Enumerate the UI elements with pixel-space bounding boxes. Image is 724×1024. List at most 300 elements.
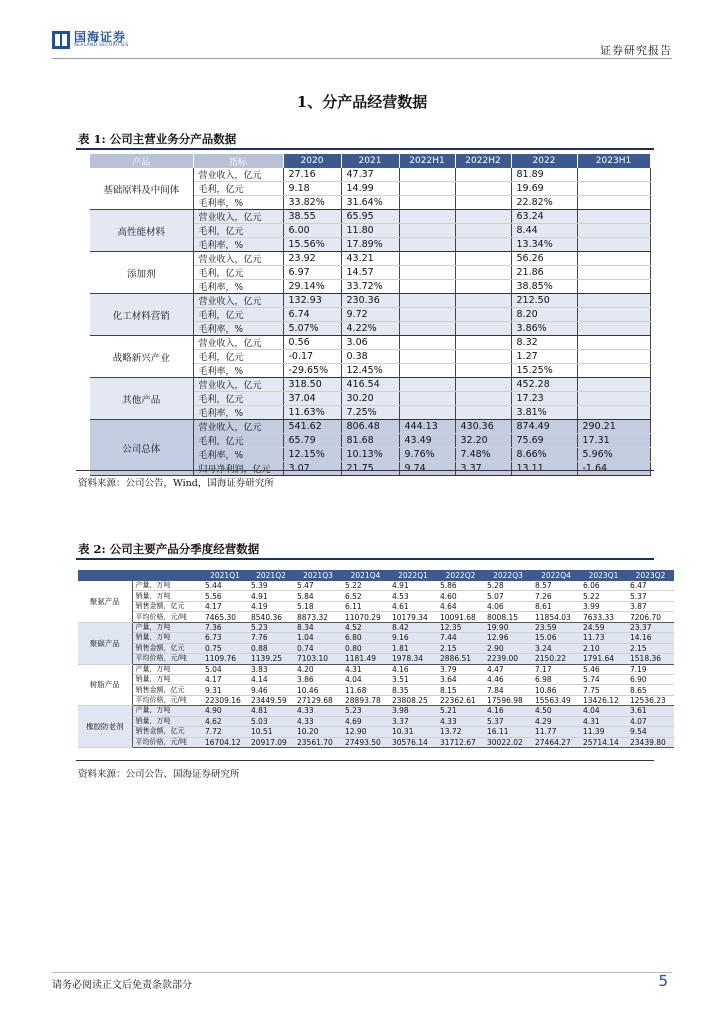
table2-column-header: 2022Q1: [389, 570, 437, 581]
table-cell: 9.16: [389, 633, 437, 643]
table-cell: 10.46: [294, 685, 342, 695]
table-row: [78, 737, 674, 747]
table2-product-group: [78, 664, 674, 706]
table-cell: 1109.76: [202, 654, 248, 664]
indicator-label: 销量，万吨: [132, 591, 202, 601]
table-cell: 7465.30: [202, 612, 248, 622]
table-cell: 5.39: [248, 581, 294, 591]
table-row: [78, 622, 674, 632]
indicator-label: 毛利率，%: [193, 322, 283, 336]
table-cell: 9.72: [341, 308, 399, 322]
company-logo: [52, 31, 129, 49]
table2-column-header: [78, 570, 132, 581]
table-cell: [455, 196, 511, 210]
table-cell: 10.13%: [341, 448, 399, 462]
table-row: [90, 420, 650, 434]
table-cell: 5.84: [294, 591, 342, 601]
table-cell: 23.59: [532, 622, 580, 632]
table-cell: 5.23: [342, 706, 389, 716]
indicator-label: 营业收入，亿元: [193, 168, 283, 182]
table-cell: 4.33: [294, 716, 342, 726]
table-cell: 65.95: [341, 210, 399, 224]
table-cell: 38.85%: [511, 280, 577, 294]
table-cell: 7.25%: [341, 406, 399, 420]
table-cell: 4.90: [202, 706, 248, 716]
table-cell: 14.16: [627, 633, 674, 643]
table-cell: 2150.22: [532, 654, 580, 664]
table-cell: 3.86%: [511, 322, 577, 336]
table-cell: [577, 364, 650, 378]
table-cell: 2.90: [484, 643, 532, 653]
table-cell: 5.37: [627, 591, 674, 601]
table-cell: 4.81: [248, 706, 294, 716]
table-cell: 7633.33: [580, 612, 627, 622]
table-cell: 1978.34: [389, 654, 437, 664]
table-cell: [455, 378, 511, 392]
table-cell: 4.64: [437, 601, 484, 611]
table-cell: 8.35: [389, 685, 437, 695]
table-cell: 8.61: [532, 601, 580, 611]
table-cell: [455, 406, 511, 420]
table-cell: 3.64: [437, 674, 484, 684]
disclaimer-note: 请务必阅读正文后免责条款部分: [52, 980, 192, 991]
table-cell: 30022.02: [484, 737, 532, 747]
table-cell: 541.62: [283, 420, 341, 434]
table2-bottom-rule: [76, 760, 654, 761]
table-row: [78, 664, 674, 674]
table-cell: 8.15: [437, 685, 484, 695]
footer-divider: [52, 972, 672, 973]
table-row: [78, 706, 674, 716]
table-cell: [577, 168, 650, 182]
table-cell: 14.57: [341, 266, 399, 280]
indicator-label: 毛利率，%: [193, 280, 283, 294]
table1-product-group: [90, 336, 650, 378]
table-cell: 11.73: [580, 633, 627, 643]
table-cell: [455, 364, 511, 378]
product-name: 公司总体: [90, 420, 193, 476]
table-cell: [577, 224, 650, 238]
table-cell: 5.74: [580, 674, 627, 684]
table-cell: 7.19: [627, 664, 674, 674]
table-cell: 2.15: [437, 643, 484, 653]
table-row: [90, 168, 650, 182]
table2-top-rule: [76, 558, 654, 560]
table-cell: 5.96%: [577, 448, 650, 462]
indicator-label: 营业收入，亿元: [193, 420, 283, 434]
indicator-label: 销售金额，亿元: [132, 685, 202, 695]
table-cell: [399, 266, 455, 280]
table1-top-rule: [76, 148, 654, 150]
table-cell: 7.26: [532, 591, 580, 601]
table-cell: 3.37: [455, 462, 511, 476]
table-cell: 2886.51: [437, 654, 484, 664]
table-cell: 1.81: [389, 643, 437, 653]
table-cell: 31712.67: [437, 737, 484, 747]
table-cell: 2.15: [627, 643, 674, 653]
table1-bottom-rule: [76, 470, 654, 471]
indicator-label: 毛利率，%: [193, 406, 283, 420]
table-cell: 6.97: [283, 266, 341, 280]
table-cell: [399, 378, 455, 392]
page-number: 5: [658, 972, 668, 990]
product-name: 树脂产品: [78, 664, 132, 706]
table-cell: 11070.29: [342, 612, 389, 622]
table2-column-header: 2021Q4: [342, 570, 389, 581]
table-cell: 7.17: [532, 664, 580, 674]
table-cell: [399, 210, 455, 224]
table-cell: 23439.80: [627, 737, 674, 747]
table-cell: 5.28: [484, 581, 532, 591]
table2-product-group: [78, 581, 674, 622]
table-cell: [399, 224, 455, 238]
table-cell: 5.07%: [283, 322, 341, 336]
table-cell: [399, 182, 455, 196]
table-cell: [399, 406, 455, 420]
table-cell: [577, 308, 650, 322]
table-cell: [399, 336, 455, 350]
table2-title: 表 2: 公司主要产品分季度经营数据: [78, 542, 260, 556]
table-cell: 8.66%: [511, 448, 577, 462]
table-cell: 24.59: [580, 622, 627, 632]
table-row: [78, 654, 674, 664]
table-cell: [399, 392, 455, 406]
table-cell: 1.04: [294, 633, 342, 643]
table2-product-group: [78, 706, 674, 748]
table1-column-header: 指标: [193, 154, 283, 168]
table-cell: 0.38: [341, 350, 399, 364]
table1-column-header: 2021: [341, 154, 399, 168]
indicator-label: 毛利，亿元: [193, 224, 283, 238]
table-cell: [455, 266, 511, 280]
indicator-label: 营业收入，亿元: [193, 294, 283, 308]
table-cell: 6.06: [580, 581, 627, 591]
table-cell: 13.11: [511, 462, 577, 476]
table-cell: 3.61: [627, 706, 674, 716]
table-cell: [455, 322, 511, 336]
table-cell: 4.07: [627, 716, 674, 726]
indicator-label: 产量，万吨: [132, 706, 202, 716]
table-cell: 23.92: [283, 252, 341, 266]
table-cell: [455, 336, 511, 350]
table-cell: 4.20: [294, 664, 342, 674]
table-cell: 22362.61: [437, 695, 484, 705]
table-cell: 33.82%: [283, 196, 341, 210]
table-cell: 3.86: [294, 674, 342, 684]
indicator-label: 营业收入，亿元: [193, 252, 283, 266]
table-cell: 0.56: [283, 336, 341, 350]
table-cell: 4.04: [342, 674, 389, 684]
table-cell: 23561.70: [294, 737, 342, 747]
table-cell: 4.06: [484, 601, 532, 611]
table-cell: 3.06: [341, 336, 399, 350]
table-cell: 7.84: [484, 685, 532, 695]
table-cell: 15563.49: [532, 695, 580, 705]
table1-product-group: [90, 168, 650, 210]
table-cell: [399, 322, 455, 336]
table-cell: 5.37: [484, 716, 532, 726]
logo-name-cn: 国海证券: [74, 30, 127, 45]
table-cell: 8.34: [294, 622, 342, 632]
table2-column-header: 2021Q3: [294, 570, 342, 581]
table1-title: 表 1: 公司主营业务分产品数据: [78, 132, 237, 146]
table-cell: 5.22: [580, 591, 627, 601]
table-cell: 21.75: [341, 462, 399, 476]
table-cell: [399, 196, 455, 210]
indicator-label: 营业收入，亿元: [193, 210, 283, 224]
table-cell: 4.52: [342, 622, 389, 632]
indicator-label: 销售金额，亿元: [132, 643, 202, 653]
table-cell: 27493.50: [342, 737, 389, 747]
table-cell: 9.46: [248, 685, 294, 695]
table-cell: 9.54: [627, 727, 674, 737]
table-cell: 6.00: [283, 224, 341, 238]
indicator-label: 产量，万吨: [132, 581, 202, 591]
table-cell: 10.51: [248, 727, 294, 737]
table-cell: 3.79: [437, 664, 484, 674]
table-cell: 8.44: [511, 224, 577, 238]
table-cell: 6.47: [627, 581, 674, 591]
table1-column-header: 产品: [90, 154, 193, 168]
table-cell: 10091.68: [437, 612, 484, 622]
table-cell: 12.96: [484, 633, 532, 643]
table-cell: [399, 364, 455, 378]
table-row: [90, 252, 650, 266]
report-type: 证券研究报告: [600, 44, 672, 57]
indicator-label: 毛利率，%: [193, 364, 283, 378]
table-cell: 8.42: [389, 622, 437, 632]
table-cell: 4.46: [484, 674, 532, 684]
table-cell: 6.98: [532, 674, 580, 684]
indicator-label: 销量，万吨: [132, 716, 202, 726]
table-row: [78, 716, 674, 726]
table-cell: [399, 238, 455, 252]
table-cell: 4.17: [202, 601, 248, 611]
table-cell: 29.14%: [283, 280, 341, 294]
table1-column-header: 2020: [283, 154, 341, 168]
table-cell: 5.46: [580, 664, 627, 674]
table-cell: 3.98: [389, 706, 437, 716]
indicator-label: 毛利，亿元: [193, 308, 283, 322]
table-cell: 4.19: [248, 601, 294, 611]
table-cell: 3.51: [389, 674, 437, 684]
indicator-label: 毛利率，%: [193, 196, 283, 210]
table-cell: 8008.15: [484, 612, 532, 622]
table-cell: 4.31: [580, 716, 627, 726]
logo-icon: [52, 31, 70, 49]
indicator-label: 产量，万吨: [132, 622, 202, 632]
table-cell: 444.13: [399, 420, 455, 434]
table-cell: 416.54: [341, 378, 399, 392]
table-cell: 2239.00: [484, 654, 532, 664]
table-cell: 4.16: [389, 664, 437, 674]
table-cell: 38.55: [283, 210, 341, 224]
table1-product-group: [90, 252, 650, 294]
product-name: 橡胶防老剂: [78, 706, 132, 748]
table-cell: 21.86: [511, 266, 577, 280]
table-cell: 7103.10: [294, 654, 342, 664]
table-cell: 452.28: [511, 378, 577, 392]
table-cell: 8.57: [532, 581, 580, 591]
table2-column-header: 2023Q2: [627, 570, 674, 581]
table-cell: 7.72: [202, 727, 248, 737]
table-cell: [455, 182, 511, 196]
table1-column-header: 2023H1: [577, 154, 650, 168]
table-cell: [577, 238, 650, 252]
table2: [78, 570, 674, 748]
table2-header-row: [78, 570, 674, 581]
table-cell: 5.47: [294, 581, 342, 591]
table-cell: 290.21: [577, 420, 650, 434]
table-cell: 32.20: [455, 434, 511, 448]
table-cell: 8.65: [627, 685, 674, 695]
header-divider: [52, 58, 672, 59]
table-cell: [577, 392, 650, 406]
table-cell: [577, 322, 650, 336]
table-cell: 25714.14: [580, 737, 627, 747]
table-cell: [577, 182, 650, 196]
table-cell: 7206.70: [627, 612, 674, 622]
table-cell: 4.47: [484, 664, 532, 674]
table-cell: [577, 280, 650, 294]
table-cell: 11854.03: [532, 612, 580, 622]
table1: [90, 154, 651, 476]
table-row: [90, 294, 650, 308]
table-cell: 10.31: [389, 727, 437, 737]
table-cell: 9.76%: [399, 448, 455, 462]
table-cell: 5.07: [484, 591, 532, 601]
table-cell: [455, 294, 511, 308]
table-cell: 27464.27: [532, 737, 580, 747]
indicator-label: 销售金额，亿元: [132, 601, 202, 611]
table-row: [78, 612, 674, 622]
indicator-label: 平均价格，元/吨: [132, 654, 202, 664]
table-cell: 10.20: [294, 727, 342, 737]
table-cell: -0.17: [283, 350, 341, 364]
table-cell: 5.04: [202, 664, 248, 674]
table-cell: [455, 280, 511, 294]
table-cell: 7.48%: [455, 448, 511, 462]
table-row: [78, 633, 674, 643]
table2-column-header: 2023Q1: [580, 570, 627, 581]
table-cell: 23449.59: [248, 695, 294, 705]
table-cell: 318.50: [283, 378, 341, 392]
table-cell: [455, 238, 511, 252]
table-row: [78, 601, 674, 611]
table-cell: [577, 252, 650, 266]
table-cell: 10.86: [532, 685, 580, 695]
indicator-label: 毛利，亿元: [193, 350, 283, 364]
table-cell: [577, 336, 650, 350]
table-cell: 7.76: [248, 633, 294, 643]
indicator-label: 营业收入，亿元: [193, 378, 283, 392]
product-name: 化工材料营销: [90, 294, 193, 336]
table-row: [78, 727, 674, 737]
table-cell: [455, 308, 511, 322]
table-cell: -29.65%: [283, 364, 341, 378]
indicator-label: 毛利率，%: [193, 448, 283, 462]
table2-column-header: 2021Q2: [248, 570, 294, 581]
table-cell: 4.33: [437, 716, 484, 726]
table-cell: 12536.23: [627, 695, 674, 705]
product-name: 聚碳产品: [78, 622, 132, 664]
product-name: 高性能材料: [90, 210, 193, 252]
table-cell: 3.99: [580, 601, 627, 611]
table-cell: [399, 350, 455, 364]
table-cell: 13.72: [437, 727, 484, 737]
table-cell: 7.75: [580, 685, 627, 695]
product-name: 战略新兴产业: [90, 336, 193, 378]
table1-product-group: [90, 294, 650, 336]
table-cell: 14.99: [341, 182, 399, 196]
table-cell: [455, 224, 511, 238]
table-cell: [399, 308, 455, 322]
table-cell: 23.37: [627, 622, 674, 632]
table2-column-header: [132, 570, 202, 581]
table-cell: 37.04: [283, 392, 341, 406]
table-cell: 1791.64: [580, 654, 627, 664]
table-cell: 4.31: [342, 664, 389, 674]
table-cell: 11.77: [532, 727, 580, 737]
table-cell: 9.31: [202, 685, 248, 695]
table-cell: 6.80: [342, 633, 389, 643]
table2-column-header: 2022Q2: [437, 570, 484, 581]
table-cell: 13426.12: [580, 695, 627, 705]
table-cell: 75.69: [511, 434, 577, 448]
table-cell: 11.80: [341, 224, 399, 238]
table-cell: 1139.25: [248, 654, 294, 664]
table-cell: 5.23: [248, 622, 294, 632]
table2-column-header: 2022Q3: [484, 570, 532, 581]
table-cell: 16.11: [484, 727, 532, 737]
table-cell: 4.17: [202, 674, 248, 684]
indicator-label: 平均价格，元/吨: [132, 612, 202, 622]
table-cell: 8.20: [511, 308, 577, 322]
table-cell: 230.36: [341, 294, 399, 308]
table-row: [78, 643, 674, 653]
table-cell: 3.24: [532, 643, 580, 653]
table-cell: [577, 350, 650, 364]
table-cell: 3.83: [248, 664, 294, 674]
table-cell: 19.69: [511, 182, 577, 196]
table-cell: 6.73: [202, 633, 248, 643]
table-cell: 12.35: [437, 622, 484, 632]
product-name: 其他产品: [90, 378, 193, 420]
table-cell: 0.75: [202, 643, 248, 653]
table-cell: [577, 266, 650, 280]
table-cell: 4.33: [294, 706, 342, 716]
table-cell: 12.15%: [283, 448, 341, 462]
product-name: 聚氨产品: [78, 581, 132, 622]
table-cell: 7.36: [202, 622, 248, 632]
table-cell: 4.16: [484, 706, 532, 716]
table-cell: 65.79: [283, 434, 341, 448]
table-cell: [455, 168, 511, 182]
table-cell: [399, 280, 455, 294]
table1-column-header: 2022H2: [455, 154, 511, 168]
table-cell: -1.64: [577, 462, 650, 476]
table-cell: 7.44: [437, 633, 484, 643]
table-cell: 22.82%: [511, 196, 577, 210]
table-cell: 30.20: [341, 392, 399, 406]
table-cell: [399, 168, 455, 182]
table-cell: [577, 378, 650, 392]
table-cell: 81.89: [511, 168, 577, 182]
table-cell: 56.26: [511, 252, 577, 266]
indicator-label: 营业收入，亿元: [193, 336, 283, 350]
logo-name-en: SEALAND SECURITIES: [74, 43, 129, 49]
table-cell: 4.91: [248, 591, 294, 601]
